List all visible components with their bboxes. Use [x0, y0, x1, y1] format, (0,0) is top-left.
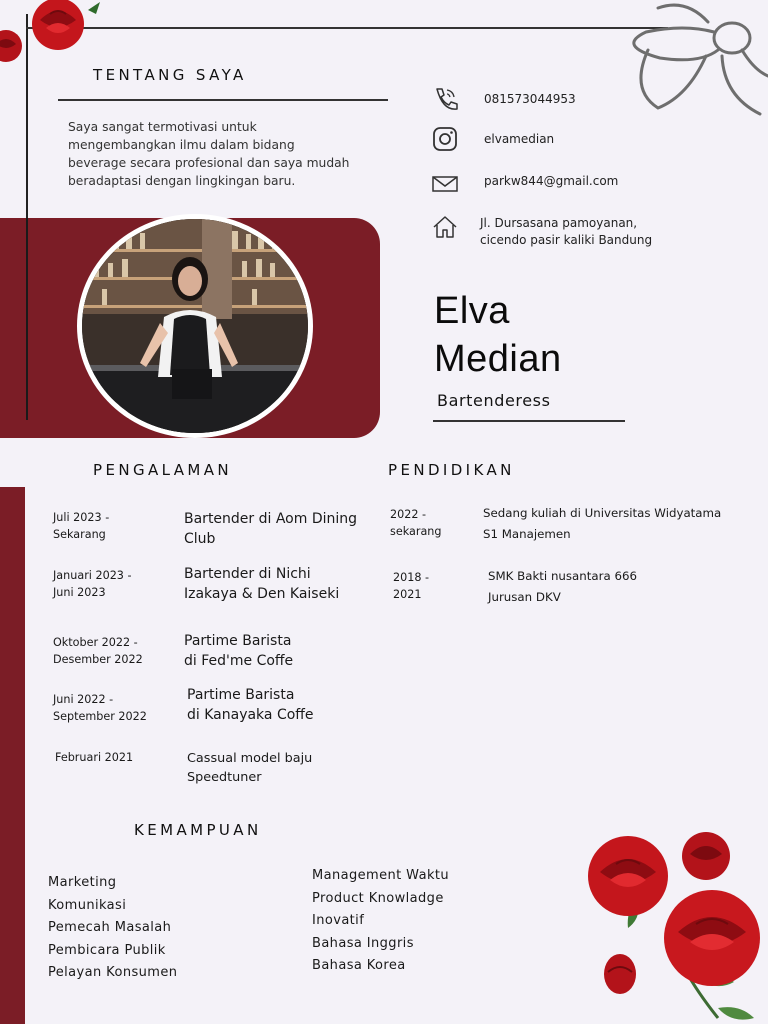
flower-outline-decoration [610, 0, 768, 150]
education-detail [483, 503, 721, 545]
skills-left-list [48, 872, 177, 985]
skill-item: Product Knowladge [312, 890, 444, 906]
skills-title: KEMAMPUAN [134, 821, 262, 839]
address-line: cicendo pasir kaliki Bandung [480, 233, 653, 247]
last-name: Median [434, 338, 562, 380]
role-line: Club [184, 531, 216, 547]
role-line: Izakaya & Den Kaiseki [184, 586, 340, 602]
education-line: S1 Manajemen [483, 527, 571, 541]
phone-icon [432, 86, 458, 112]
date-line: Juli 2023 - [53, 511, 110, 524]
about-line: beverage secara profesional dan saya mudah [68, 156, 350, 170]
role-line: di Fed'me Coffe [184, 653, 294, 669]
about-line: beradaptasi dengan lingkingan baru. [68, 174, 296, 188]
decor-horizontal-line [26, 27, 668, 29]
skill-item: Pembicara Publik [48, 942, 166, 958]
education-line: Jurusan DKV [488, 590, 561, 604]
experience-role [187, 749, 312, 787]
skill-item: Pemecah Masalah [48, 920, 172, 935]
portrait-illustration [82, 219, 308, 433]
first-name: Elva [434, 290, 510, 332]
about-title: TENTANG SAYA [93, 66, 247, 84]
date-line: 2021 [393, 588, 422, 601]
rose-decoration-top-left [0, 0, 110, 75]
experience-role [184, 631, 293, 671]
skill-item: Bahasa Inggris [312, 935, 414, 951]
education-date [390, 506, 442, 540]
skill-item: Pelayan Konsumen [48, 965, 178, 980]
experience-role [184, 564, 339, 604]
role-line: Cassual model baju [187, 751, 313, 766]
date-line: September 2022 [53, 710, 147, 723]
education-detail [488, 566, 637, 608]
rose-icon [0, 30, 22, 62]
skills-right-list [312, 865, 449, 978]
rose-icon [32, 0, 84, 50]
experience-role [184, 509, 357, 549]
skill-item: Marketing [48, 875, 117, 890]
rose-icon [682, 832, 730, 880]
experience-date [53, 567, 132, 601]
date-line: Februari 2021 [55, 751, 134, 764]
date-line: Oktober 2022 - [53, 636, 138, 649]
mail-icon [432, 171, 458, 197]
experience-role [187, 685, 314, 725]
skill-item: Inovatif [312, 913, 365, 928]
leaf-icon [718, 1007, 754, 1020]
rose-decoration-bottom-right [578, 828, 768, 1024]
skill-item: Bahasa Korea [312, 958, 406, 973]
role-line: Bartender di Nichi [184, 566, 311, 582]
date-line: 2018 - [393, 571, 430, 584]
phone-number[interactable]: 081573044953 [484, 92, 576, 106]
about-line: mengembangkan ilmu dalam bidang [68, 138, 295, 152]
profile-photo-frame [77, 214, 313, 438]
home-icon [432, 214, 458, 240]
address-line: Jl. Dursasana pamoyanan, [480, 216, 638, 230]
role-line: Partime Barista [187, 687, 295, 703]
experience-date [53, 634, 143, 668]
maroon-sidebar [0, 487, 25, 1024]
education-line: SMK Bakti nusantara 666 [488, 569, 637, 583]
skill-item: Management Waktu [312, 868, 450, 883]
experience-date [55, 749, 133, 766]
rose-icon [664, 890, 760, 986]
date-line: sekarang [390, 525, 442, 538]
education-line: Sedang kuliah di Universitas Widyatama [483, 506, 722, 520]
about-line: Saya sangat termotivasi untuk [68, 120, 257, 134]
experience-date [53, 509, 109, 543]
date-line: Juni 2023 [53, 586, 106, 599]
profile-photo [82, 219, 308, 433]
role-line: Partime Barista [184, 633, 292, 649]
date-line: 2022 - [390, 508, 427, 521]
email-address[interactable]: parkw844@gmail.com [484, 174, 619, 188]
education-title: PENDIDIKAN [388, 461, 515, 479]
decor-vertical-line-overlay [26, 218, 28, 420]
date-line: Sekarang [53, 528, 106, 541]
role-line: di Kanayaka Coffe [187, 707, 314, 723]
role-line: Speedtuner [187, 770, 262, 785]
about-description [68, 118, 398, 190]
experience-title: PENGALAMAN [93, 461, 233, 479]
skill-item: Komunikasi [48, 897, 127, 913]
role-line: Bartender di Aom Dining [184, 511, 358, 527]
instagram-icon [432, 126, 458, 152]
experience-date [53, 691, 147, 725]
date-line: Juni 2022 - [53, 693, 114, 706]
instagram-handle[interactable]: elvamedian [484, 132, 555, 146]
date-line: Desember 2022 [53, 653, 143, 666]
address [480, 215, 652, 249]
about-divider [58, 99, 388, 101]
rose-icon [588, 836, 668, 916]
date-line: Januari 2023 - [53, 569, 132, 582]
rose-bud-icon [604, 954, 636, 994]
role-divider [433, 420, 625, 422]
job-role: Bartenderess [437, 391, 551, 410]
leaf-icon [88, 2, 100, 14]
education-date [393, 569, 429, 603]
